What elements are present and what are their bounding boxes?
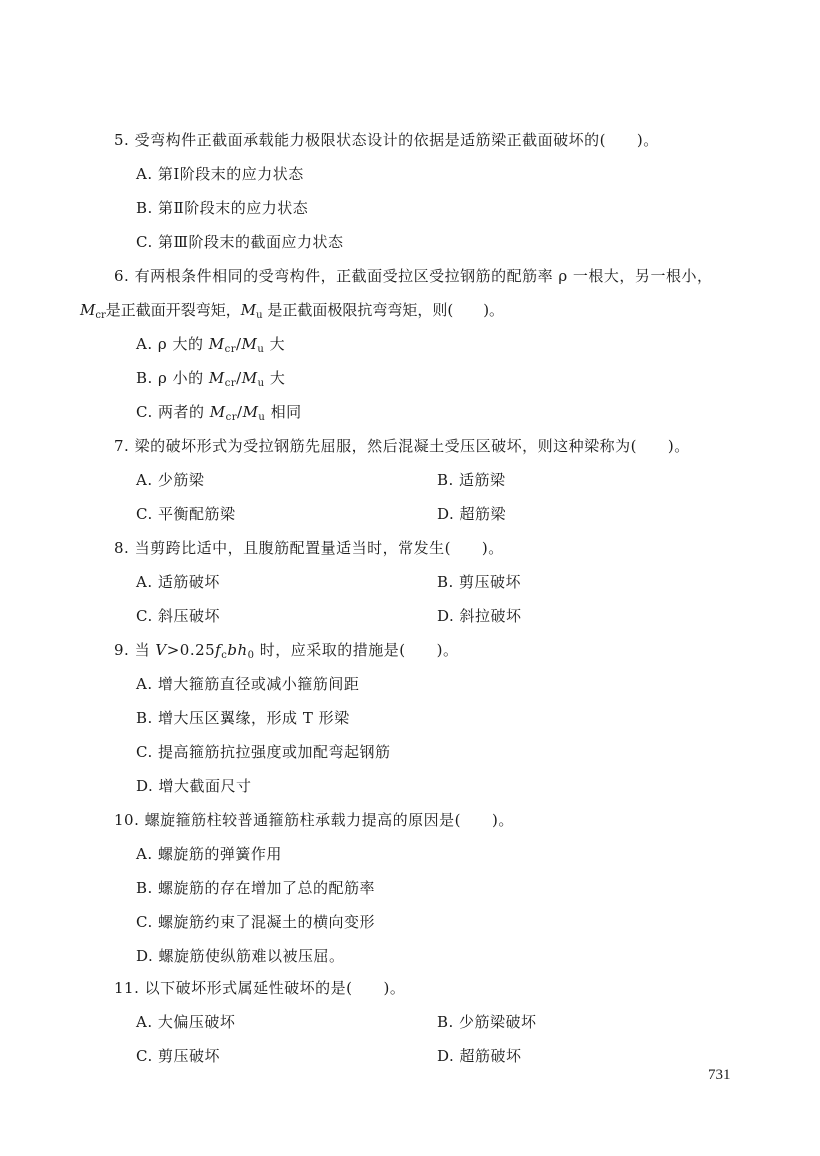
- question-10-option-c: C. 螺旋筋约束了混凝土的横向变形: [136, 913, 375, 931]
- question-11-option-a: A. 大偏压破坏: [136, 1013, 236, 1031]
- question-5-stem: 5. 受弯构件正截面承载能力极限状态设计的依据是适筋梁正截面破坏的( )。: [114, 131, 659, 149]
- m-cr-symbol: $M_{cr}$: [209, 403, 237, 423]
- question-6-stem-line2-pre: 是正截面开裂弯矩，: [105, 301, 241, 319]
- question-6-stem-line1: 6. 有两根条件相同的受弯构件，正截面受拉区受拉钢筋的配筋率 ρ 一根大，另一根小，: [114, 267, 713, 285]
- question-6-option-c-tail: 相同: [265, 403, 302, 421]
- question-8-stem: 8. 当剪跨比适中，且腹筋配置量适当时，常发生( )。: [114, 539, 504, 557]
- gt-symbol: >0.25: [166, 641, 216, 659]
- question-7-stem: 7. 梁的破坏形式为受拉钢筋先屈服，然后混凝土受压区破坏，则这种梁称为( )。: [114, 437, 690, 455]
- question-7-option-d: D. 超筋梁: [437, 505, 507, 523]
- m-cr-symbol: $M_{cr}$: [208, 369, 237, 389]
- question-10-option-b: B. 螺旋筋的存在增加了总的配筋率: [136, 879, 376, 897]
- question-11-option-d: D. 超筋破坏: [437, 1047, 522, 1065]
- question-11-stem: 11. 以下破坏形式属延性破坏的是( )。: [114, 979, 406, 997]
- question-6-option-a-label: A. ρ 大的: [136, 335, 209, 353]
- m-u-symbol: $M_u$: [241, 369, 265, 389]
- ratio-slash: /: [237, 403, 243, 421]
- question-6-stem-line2-mid: 是正截面极限抗弯弯矩，则( )。: [262, 301, 505, 319]
- page-number: 731: [708, 1067, 731, 1083]
- question-6-option-a: [136, 334, 285, 360]
- m-u-symbol: $M_u$: [242, 403, 266, 423]
- m-u-symbol: $M_u$: [241, 335, 265, 355]
- question-6-stem-line2: [80, 300, 504, 326]
- m-cr-symbol: $M_{cr}$: [80, 301, 106, 321]
- question-9-option-b: B. 增大压区翼缘，形成 T 形梁: [136, 709, 350, 727]
- shear-condition-formula: V: [155, 641, 167, 659]
- question-11-option-b: B. 少筋梁破坏: [437, 1013, 537, 1031]
- ratio-slash: /: [236, 369, 242, 387]
- question-9-stem: [114, 640, 458, 666]
- question-8-option-a: A. 适筋破坏: [136, 573, 220, 591]
- question-10-option-d: D. 螺旋筋使纵筋难以被压屈。: [136, 947, 345, 965]
- question-9-option-d: D. 增大截面尺寸: [136, 777, 252, 795]
- question-6-option-b: [136, 368, 285, 394]
- fc-symbol: $f_cbh_0$: [215, 641, 255, 661]
- question-6-option-c: [136, 402, 302, 428]
- question-8-option-b: B. 剪压破坏: [437, 573, 522, 591]
- question-7-option-c: C. 平衡配筋梁: [136, 505, 236, 523]
- question-7-option-a: A. 少筋梁: [136, 471, 205, 489]
- question-8-option-c: C. 斜压破坏: [136, 607, 220, 625]
- question-6-option-a-tail: 大: [264, 335, 286, 353]
- question-9-stem-post: 时，应采取的措施是( )。: [254, 641, 459, 659]
- m-u-symbol: $M_u$: [240, 301, 263, 321]
- m-cr-symbol: $M_{cr}$: [208, 335, 236, 355]
- question-5-option-b: B. 第Ⅱ阶段末的应力状态: [136, 199, 309, 217]
- question-9-option-a: A. 增大箍筋直径或减小箍筋间距: [136, 675, 360, 693]
- ratio-slash: /: [235, 335, 242, 353]
- question-9-option-c: C. 提高箍筋抗拉强度或加配弯起钢筋: [136, 743, 391, 761]
- question-6-option-b-tail: 大: [264, 369, 286, 387]
- question-8-option-d: D. 斜拉破坏: [437, 607, 522, 625]
- question-6-option-b-label: B. ρ 小的: [136, 369, 209, 387]
- question-5-option-a: A. 第Ⅰ阶段末的应力状态: [136, 165, 304, 183]
- question-10-stem: 10. 螺旋箍筋柱较普通箍筋柱承载力提高的原因是( )。: [114, 811, 514, 829]
- question-11-option-c: C. 剪压破坏: [136, 1047, 220, 1065]
- question-5-option-c: C. 第Ⅲ阶段末的截面应力状态: [136, 233, 344, 251]
- question-10-option-a: A. 螺旋筋的弹簧作用: [136, 845, 282, 863]
- question-6-option-c-label: C. 两者的: [136, 403, 210, 421]
- question-7-option-b: B. 适筋梁: [437, 471, 506, 489]
- question-9-stem-pre: 9. 当: [114, 641, 156, 659]
